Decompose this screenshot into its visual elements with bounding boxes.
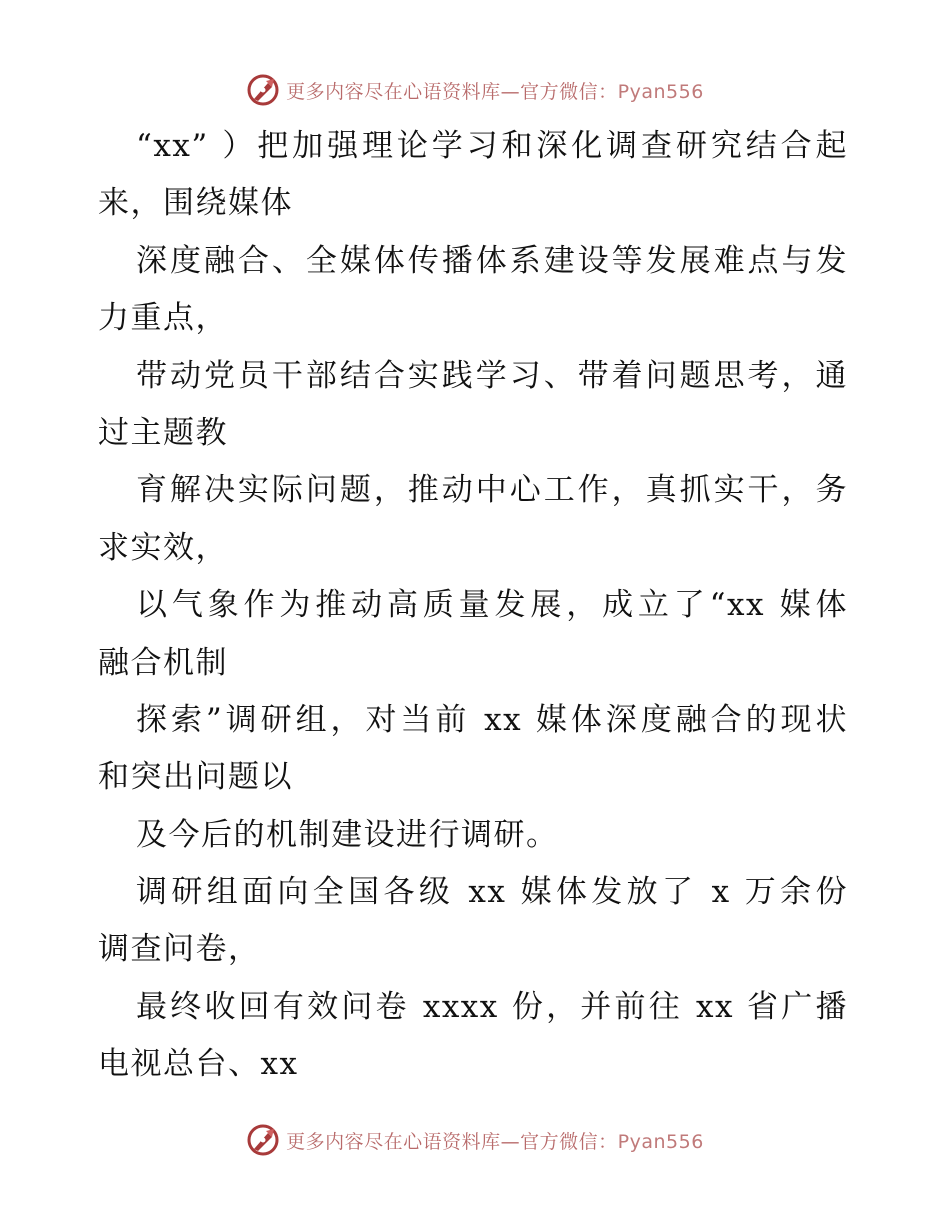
text-line: 带动党员干部结合实践学习、带着问题思考，通 bbox=[136, 357, 848, 394]
text-line: 和突出问题以 bbox=[98, 759, 293, 796]
watermark-header bbox=[0, 70, 950, 110]
text-line: 以气象作为推动高质量发展，成立了“xx 媒体 bbox=[136, 587, 848, 624]
document-body bbox=[98, 118, 858, 1094]
text-line: 调研组面向全国各级 xx 媒体发放了 x 万余份 bbox=[136, 874, 848, 911]
watermark-text: 更多内容尽在心语资料库—官方微信：Pyan556 bbox=[286, 1130, 704, 1153]
text-line: “xx” ）把加强理论学习和深化调查研究结合起 bbox=[136, 128, 848, 164]
watermark-text: 更多内容尽在心语资料库—官方微信：Pyan556 bbox=[286, 80, 704, 103]
text-line: 力重点， bbox=[98, 300, 228, 337]
text-line: 电视总台、xx bbox=[98, 1046, 299, 1083]
text-line: 探索”调研组，对当前 xx 媒体深度融合的现状 bbox=[136, 701, 848, 738]
text-line: 来，围绕媒体 bbox=[98, 185, 293, 222]
text-line: 育解决实际问题，推动中心工作，真抓实干，务 bbox=[136, 472, 848, 509]
watermark-id: Pyan556 bbox=[617, 1130, 704, 1153]
text-line: 调查问卷， bbox=[98, 931, 261, 968]
text-line: 最终收回有效问卷 xxxx 份，并前往 xx 省广播 bbox=[136, 988, 848, 1025]
text-line: 求实效， bbox=[98, 529, 228, 566]
pen-nib-circle-icon bbox=[246, 1123, 280, 1157]
text-line: 及今后的机制建设进行调研。 bbox=[136, 816, 559, 853]
text-line: 融合机制 bbox=[98, 644, 228, 681]
text-line: 深度融合、全媒体传播体系建设等发展难点与发 bbox=[136, 242, 848, 279]
pen-nib-circle-icon bbox=[246, 73, 280, 107]
watermark-id: Pyan556 bbox=[617, 80, 704, 103]
text-line: 过主题教 bbox=[98, 414, 228, 451]
watermark-footer bbox=[0, 1120, 950, 1160]
